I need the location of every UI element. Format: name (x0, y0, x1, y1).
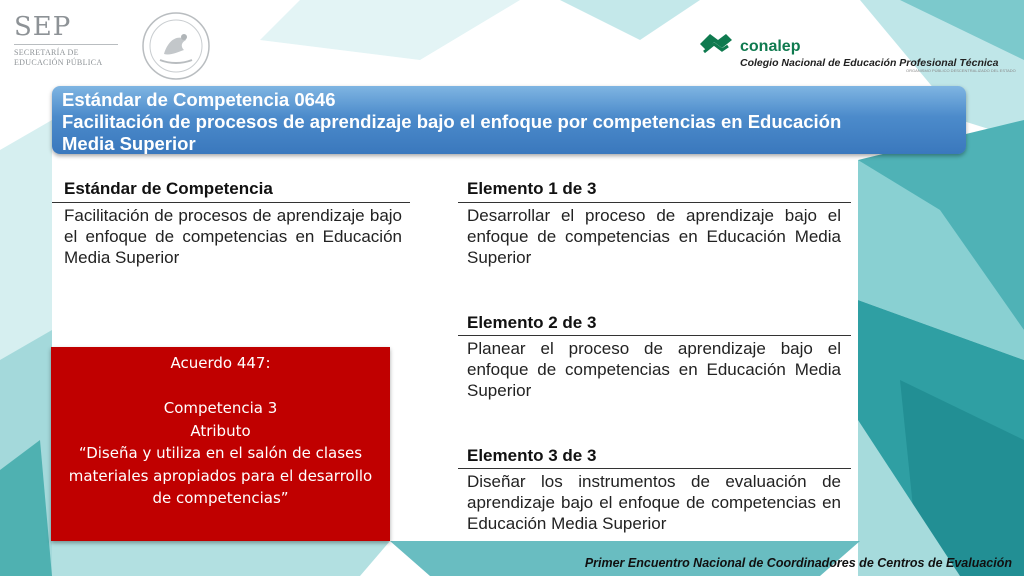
acuerdo-spacer (51, 375, 390, 398)
conalep-name: conalep (740, 38, 801, 55)
element-2-divider (458, 335, 851, 336)
element-3-description: Diseñar los instrumentos de evaluación de aprendizaje bajo el enfoque de competencias en Educación Media Superior (467, 472, 841, 533)
banner-line-3: Media Superior (62, 133, 196, 154)
element-1-description: Desarrollar el proceso de aprendizaje bajo el enfoque de competencias en Educación Media Superior (467, 206, 841, 267)
acuerdo-line-3: Atributo (190, 421, 251, 440)
element-2-description: Planear el proceso de aprendizaje bajo el enfoque de competencias en Educación Media Superior (467, 339, 841, 400)
standard-divider (52, 202, 410, 203)
footer-text: Primer Encuentro Nacional de Coordinadores de Centros de Evaluación (584, 556, 1012, 570)
acuerdo-line-2: Competencia 3 (163, 399, 278, 417)
acuerdo-line-5: materiales apropiados para el desarrollo (68, 466, 373, 485)
sep-line-1: SECRETARÍA DE (14, 48, 79, 57)
sep-logo (14, 14, 118, 68)
sep-divider (14, 44, 118, 45)
acuerdo-line-6: de competencias” (152, 489, 289, 507)
element-3-title: Elemento 3 de 3 (467, 446, 597, 465)
standard-description: Facilitación de procesos de aprendizaje bajo el enfoque de competencias en Educación Media Superior (64, 206, 402, 267)
sep-abbreviation: SEP (14, 12, 72, 42)
acuerdo-callout (51, 347, 390, 541)
element-1-divider (458, 202, 851, 203)
sep-line-2: EDUCACIÓN PÚBLICA (14, 58, 103, 67)
standard-title: Estándar de Competencia (64, 179, 273, 198)
element-3-divider (458, 468, 851, 469)
conalep-subtitle: ORGANISMO PÚBLICO DESCENTRALIZADO DEL ESTADO (906, 68, 1016, 73)
acuerdo-line-4: “Diseña y utiliza en el salón de clases (78, 444, 363, 462)
element-1-title: Elemento 1 de 3 (467, 179, 597, 198)
banner-line-2: Facilitación de procesos de aprendizaje bajo el enfoque por competencias en Educación (62, 111, 842, 132)
title-banner (52, 86, 966, 154)
element-2-title: Elemento 2 de 3 (467, 313, 597, 332)
acuerdo-line-1: Acuerdo 447: (170, 354, 271, 372)
banner-line-1: Estándar de Competencia 0646 (62, 89, 336, 110)
mexico-seal-icon (140, 10, 212, 82)
conalep-emblem-icon (698, 30, 734, 56)
conalep-full-name: Colegio Nacional de Educación Profesional Técnica (740, 57, 999, 69)
